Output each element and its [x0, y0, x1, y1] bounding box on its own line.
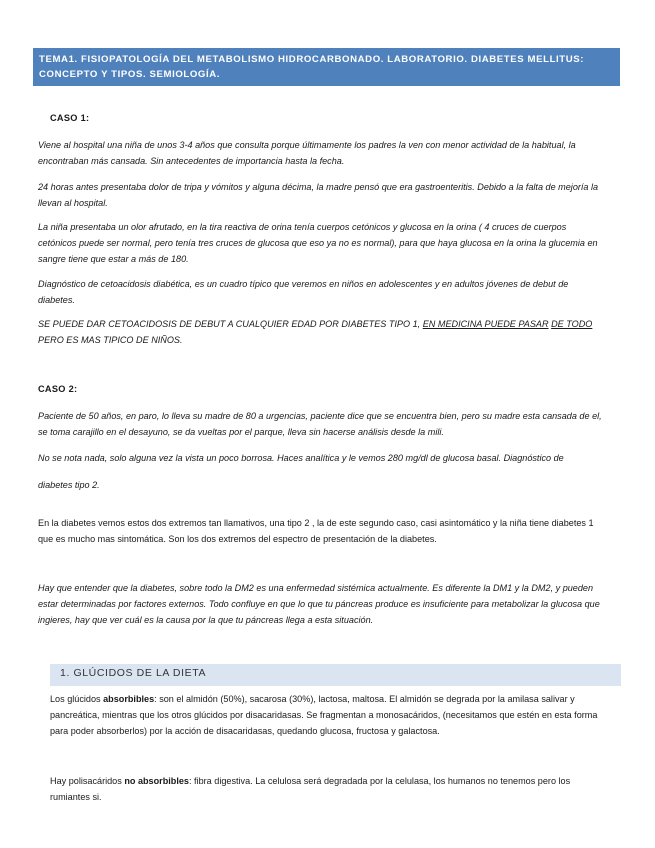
section1-p1-text-c: : son el almidón (50%), sacarosa (30%), lactosa, maltosa. El almidón se degrada por la amilasa salivar y pancreática, mientras que los otros glúcidos por disacaridasas. Se fragmentan a monosacáridos, (necesitamos que estén en esta forma para poder absorberlos) por la acción de disacaridasas, quedando glucosa, fructosa y galactosa.: [50, 694, 598, 736]
section1-paragraph-1: [50, 691, 610, 739]
case1-p5-text-c: PERO ES MAS TIPICO DE NIÑOS.: [38, 335, 183, 345]
section-heading-glucidos: 1. GLÚCIDOS DE LA DIETA: [50, 664, 621, 686]
section1-p1-bold: absorbibles: [103, 694, 155, 704]
chapter-title-banner: [33, 48, 620, 86]
case1-paragraph-4: Diagnóstico de cetoacidosis diabética, es un cuadro típico que veremos en niños en adolescentes y en adultos jóvenes de debut de diabetes.: [38, 279, 569, 305]
case1-p5-underline-2: DE TODO: [551, 319, 593, 329]
case1-heading: CASO 1:: [50, 113, 90, 123]
note-paragraph: Hay que entender que la diabetes, sobre todo la DM2 es una enfermedad sistémica actualmente. Es diferente la DM1 y la DM2, y pueden estar determinadas por factores externos. Todo confluye en que lo que tu páncreas produce es insuficiente para metabolizar la glucosa que ingieres, hay que ver cuál es la causa por la que tu páncreas llega a esta situación.: [38, 583, 600, 625]
case1-paragraph-5: [38, 316, 606, 348]
summary-paragraph: En la diabetes vemos estos dos extremos tan llamativos, una tipo 2 , la de este segundo caso, casi asintomático y la niña tiene diabetes 1 que es mucho mas sintomática. Son los dos extremos del espectro de presentación de la diabetes.: [38, 518, 594, 544]
case1-paragraph-2: 24 horas antes presentaba dolor de tripa y vómitos y alguna décima, la madre pensó que era gastroenteritis. Debido a la falta de mejoría la llevan al hospital.: [38, 182, 599, 208]
case2-heading: CASO 2:: [38, 384, 78, 394]
section1-p2-text-c: : fibra digestiva. La celulosa será degradada por la celulasa, los humanos no tenemos pero los rumiantes si.: [50, 776, 571, 802]
case1-paragraph-3: La niña presentaba un olor afrutado, en la tira reactiva de orina tenía cuerpos cetónicos y glucosa en la orina ( 4 cruces de cuerpos cetónicos puede ser normal, pero tenía tres cruces de glucosa que eso ya no es normal), para que haya glucosa en la orina la glucemia en sangre tiene que estar a más de 180.: [38, 222, 598, 264]
chapter-title-line1: TEMA1. FISIOPATOLOGÍA DEL METABOLISMO HIDROCARBONADO. LABORATORIO. DIABETES MELLITUS:: [39, 54, 585, 65]
section1-p2-text-a: Hay polisacáridos: [50, 776, 125, 786]
case1-p5-text-a: SE PUEDE DAR CETOACIDOSIS DE DEBUT A CUALQUIER EDAD POR DIABETES TIPO 1,: [38, 319, 423, 329]
chapter-title-line2: CONCEPTO Y TIPOS. SEMIOLOGÍA.: [39, 69, 221, 80]
case1-paragraph-1: Viene al hospital una niña de unos 3-4 años que consulta porque últimamente los padres la ven con menor actividad de la habitual, la encontraban más cansada. Sin antecedentes de importancia hasta la fecha.: [38, 140, 576, 166]
case1-p5-underline-1: EN MEDICINA PUEDE PASAR: [422, 319, 549, 329]
section1-paragraph-2: [50, 773, 610, 805]
case2-paragraph-1: Paciente de 50 años, en paro, lo lleva su madre de 80 a urgencias, paciente dice que se encuentra bien, pero su madre esta cansada de el, se toma carajillo en el desayuno, se da vueltas por el parque, lleva sin hacerse análisis desde la mili.: [38, 411, 602, 437]
case2-paragraph-3: diabetes tipo 2.: [38, 480, 100, 490]
case2-paragraph-2: No se nota nada, solo alguna vez la vista un poco borrosa. Haces analítica y le vemos 280 mg/dl de glucosa basal. Diagnóstico de: [38, 453, 564, 463]
section1-p2-bold: no absorbibles: [124, 776, 189, 786]
section1-p1-text-a: Los glúcidos: [50, 694, 104, 704]
